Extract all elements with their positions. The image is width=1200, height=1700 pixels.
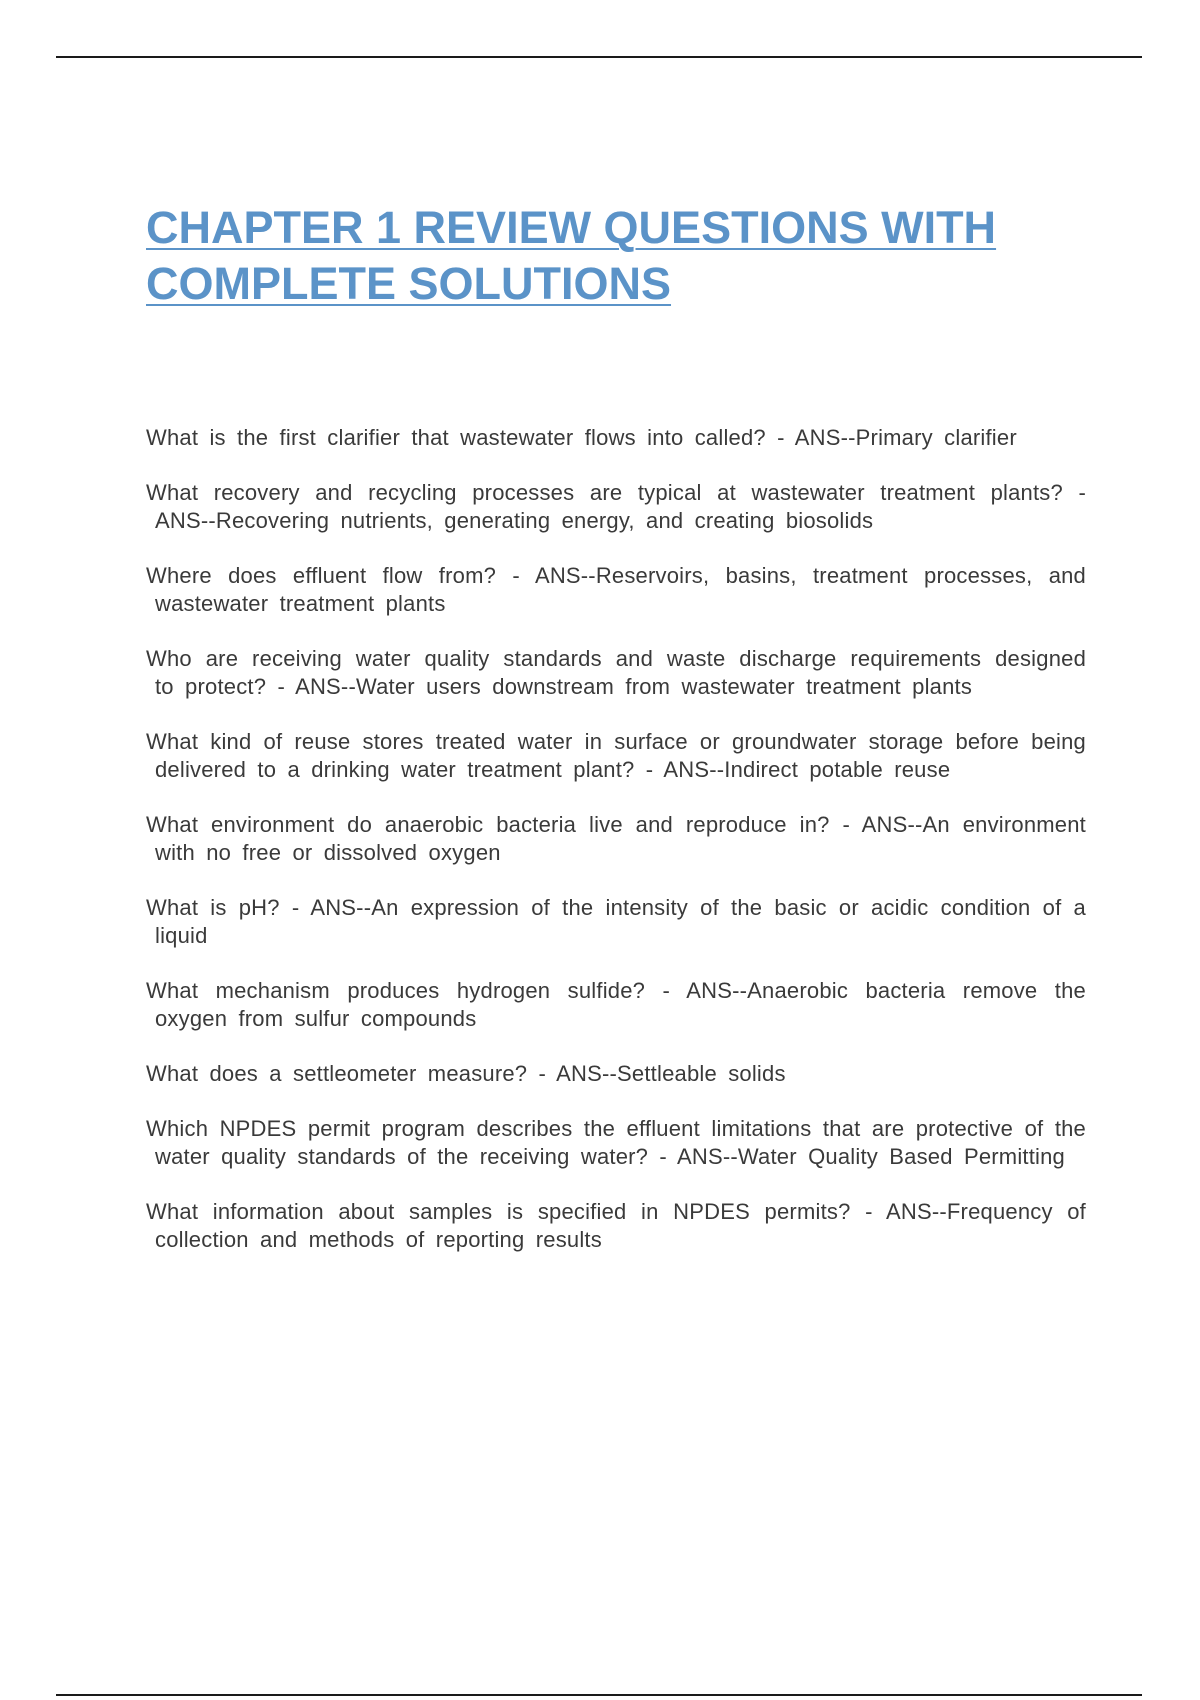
qa-item-9: What does a settleometer measure? - ANS--Settleable solids — [146, 1061, 786, 1086]
qa-item-4: Who are receiving water quality standards and waste discharge requirements designed to protect? - ANS--Water users downstream from wastewater treatment plants — [146, 646, 1086, 699]
document-title: CHAPTER 1 REVIEW QUESTIONS WITH COMPLETE SOLUTIONS — [146, 202, 997, 309]
qa-item-7: What is pH? - ANS--An expression of the intensity of the basic or acidic condition of a liquid — [146, 895, 1086, 948]
qa-item-6: What environment do anaerobic bacteria live and reproduce in? - ANS--An environment with no free or dissolved oxygen — [146, 812, 1086, 865]
bottom-rule — [56, 1694, 1142, 1696]
qa-item-3: Where does effluent flow from? - ANS--Reservoirs, basins, treatment processes, and wastewater treatment plants — [146, 563, 1086, 616]
qa-item-5: What kind of reuse stores treated water in surface or groundwater storage before being delivered to a drinking water treatment plant? - ANS--Indirect potable reuse — [146, 729, 1086, 782]
qa-item-10: Which NPDES permit program describes the effluent limitations that are protective of the water quality standards of the receiving water? - ANS--Water Quality Based Permitting — [146, 1116, 1086, 1169]
top-rule — [56, 56, 1142, 58]
qa-item-8: What mechanism produces hydrogen sulfide? - ANS--Anaerobic bacteria remove the oxygen from sulfur compounds — [146, 978, 1086, 1031]
qa-item-2: What recovery and recycling processes are typical at wastewater treatment plants? - ANS--Recovering nutrients, generating energy, and creating biosolids — [146, 480, 1086, 533]
qa-item-11: What information about samples is specified in NPDES permits? - ANS--Frequency of collection and methods of reporting results — [146, 1199, 1086, 1252]
qa-item-1: What is the first clarifier that wastewater flows into called? - ANS--Primary clarifier — [146, 425, 1017, 450]
qa-list — [146, 424, 1086, 1281]
